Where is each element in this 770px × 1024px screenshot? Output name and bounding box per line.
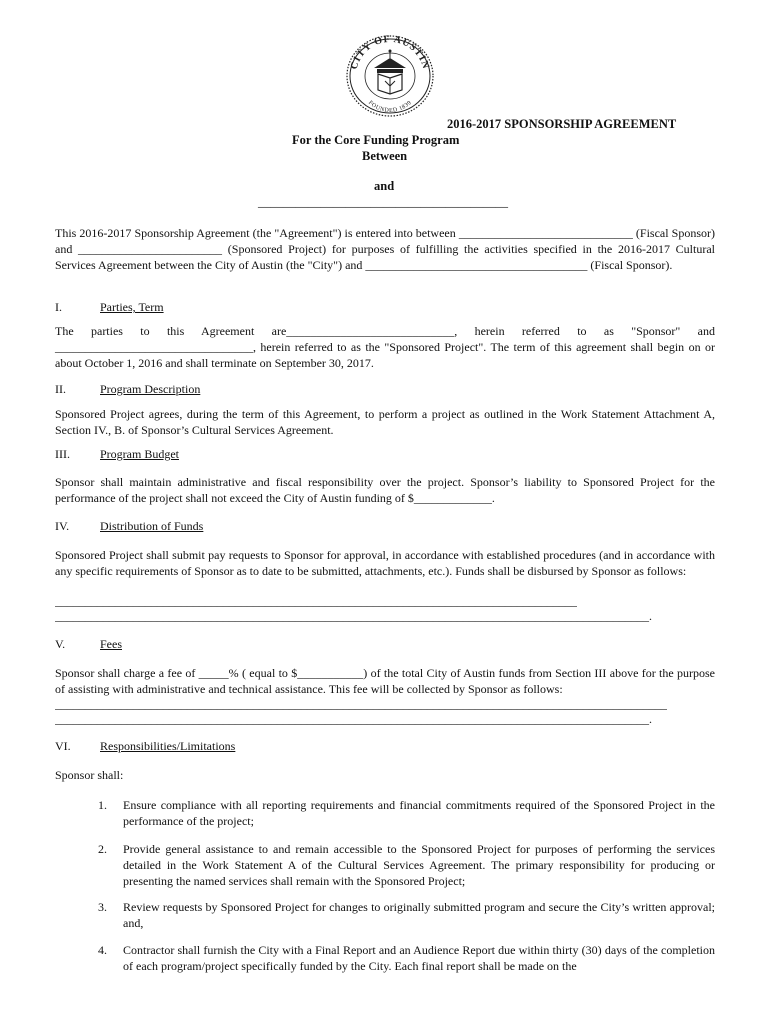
fill-in-line: _______________________________________________________________________________________ [55,594,577,608]
section-number: VI. [55,739,71,753]
section-title: Responsibilities/Limitations [100,739,236,753]
list-text: Contractor shall furnish the City with a Final Report and an Audience Report due within thirty (30) days of the completion of each program/project specifically funded by the City. Each final report shall be made on the [123,943,715,973]
section-heading [55,636,122,652]
between-label: Between [362,149,408,163]
list-text: Ensure compliance with all reporting requirements and financial commitments required of the Sponsored Project in the performance of the project; [123,798,715,828]
svg-text:CITY OF AUSTIN: CITY OF AUSTIN [348,34,432,71]
section-text: Sponsor shall: [55,768,124,782]
list-number: 2. [98,842,107,856]
section-heading [55,446,179,462]
section-title: Distribution of Funds [100,519,204,533]
section-number: IV. [55,519,70,533]
section-heading [55,518,203,534]
section-title: Parties, Term [100,300,164,314]
list-number: 3. [98,900,107,914]
section-heading [55,299,164,315]
fill-in-line: ___________________________________________________________________________________________________. [55,712,652,726]
section-number: III. [55,447,70,461]
city-of-austin-seal [344,34,436,118]
agreement-subtitle: For the Core Funding Program [292,133,460,147]
and-label: and [374,179,395,193]
section-text: Sponsored Project agrees, during the term of this Agreement, to perform a project as outlined in the Work Statement Attachment A, Section IV., B. of Sponsor’s Cultural Services Agreement. [55,407,715,437]
section-number: V. [55,637,66,651]
section-title: Fees [100,637,122,651]
list-text: Review requests by Sponsored Project for changes to originally submitted program and secure the City’s written approval; and, [123,900,715,930]
party-name-blank: ________________________________________ [258,195,508,209]
section-text: The parties to this Agreement are____________________________, herein referred to as "Sponsor" and _________________________________, herein referred to as the "Sponsored Project". The term of this agreement shall begin on or about October 1, 2016 and shall terminate on September 30, 2017. [55,324,715,370]
list-text: Provide general assistance to and remain accessible to the Sponsored Project for purposes of performing the services detailed in the Work Statement A of the Cultural Services Agreement. The primary responsibility for producing or presenting the named services shall remain with the Sponsored Project; [123,842,715,888]
fill-in-line: ______________________________________________________________________________________________________ [55,697,667,711]
section-title: Program Description [100,382,201,396]
fill-in-line: ___________________________________________________________________________________________________. [55,609,652,623]
agreement-title: 2016-2017 SPONSORSHIP AGREEMENT [447,117,677,131]
section-text: Sponsor shall charge a fee of _____% ( equal to $___________) of the total City of Austin funds from Section III above for the purpose of assisting with administrative and technical assistance. This fee will be collected by Sponsor as follows: [55,666,715,696]
section-heading [55,738,235,754]
section-number: I. [55,300,62,314]
section-text: Sponsor shall maintain administrative and fiscal responsibility over the project. Sponsor’s liability to Sponsored Project for the performance of the project shall not exceed the City of Austin funding of $_____________. [55,475,715,505]
section-text: Sponsored Project shall submit pay requests to Sponsor for approval, in accordance with established procedures (and in accordance with any specific requirements of Sponsor as to date to be submitted, attachments, etc.). Funds shall be disbursed by Sponsor as follows: [55,548,715,578]
section-title: Program Budget [100,447,179,461]
svg-text:FOUNDED 1839: FOUNDED 1839 [366,99,414,115]
list-number: 1. [98,798,107,812]
section-number: II. [55,382,66,396]
section-heading [55,381,200,397]
list-number: 4. [98,943,107,957]
intro-paragraph: This 2016-2017 Sponsorship Agreement (the "Agreement") is entered into between _____________________________ (Fiscal Sponsor) and ________________________ (Sponsored Project) for purposes of fulfilling the activities specified in the 2016-2017 Cultural Services Agreement between the City of Austin (the "City") and _____________________________________ (Fiscal Sponsor). [55,226,715,272]
